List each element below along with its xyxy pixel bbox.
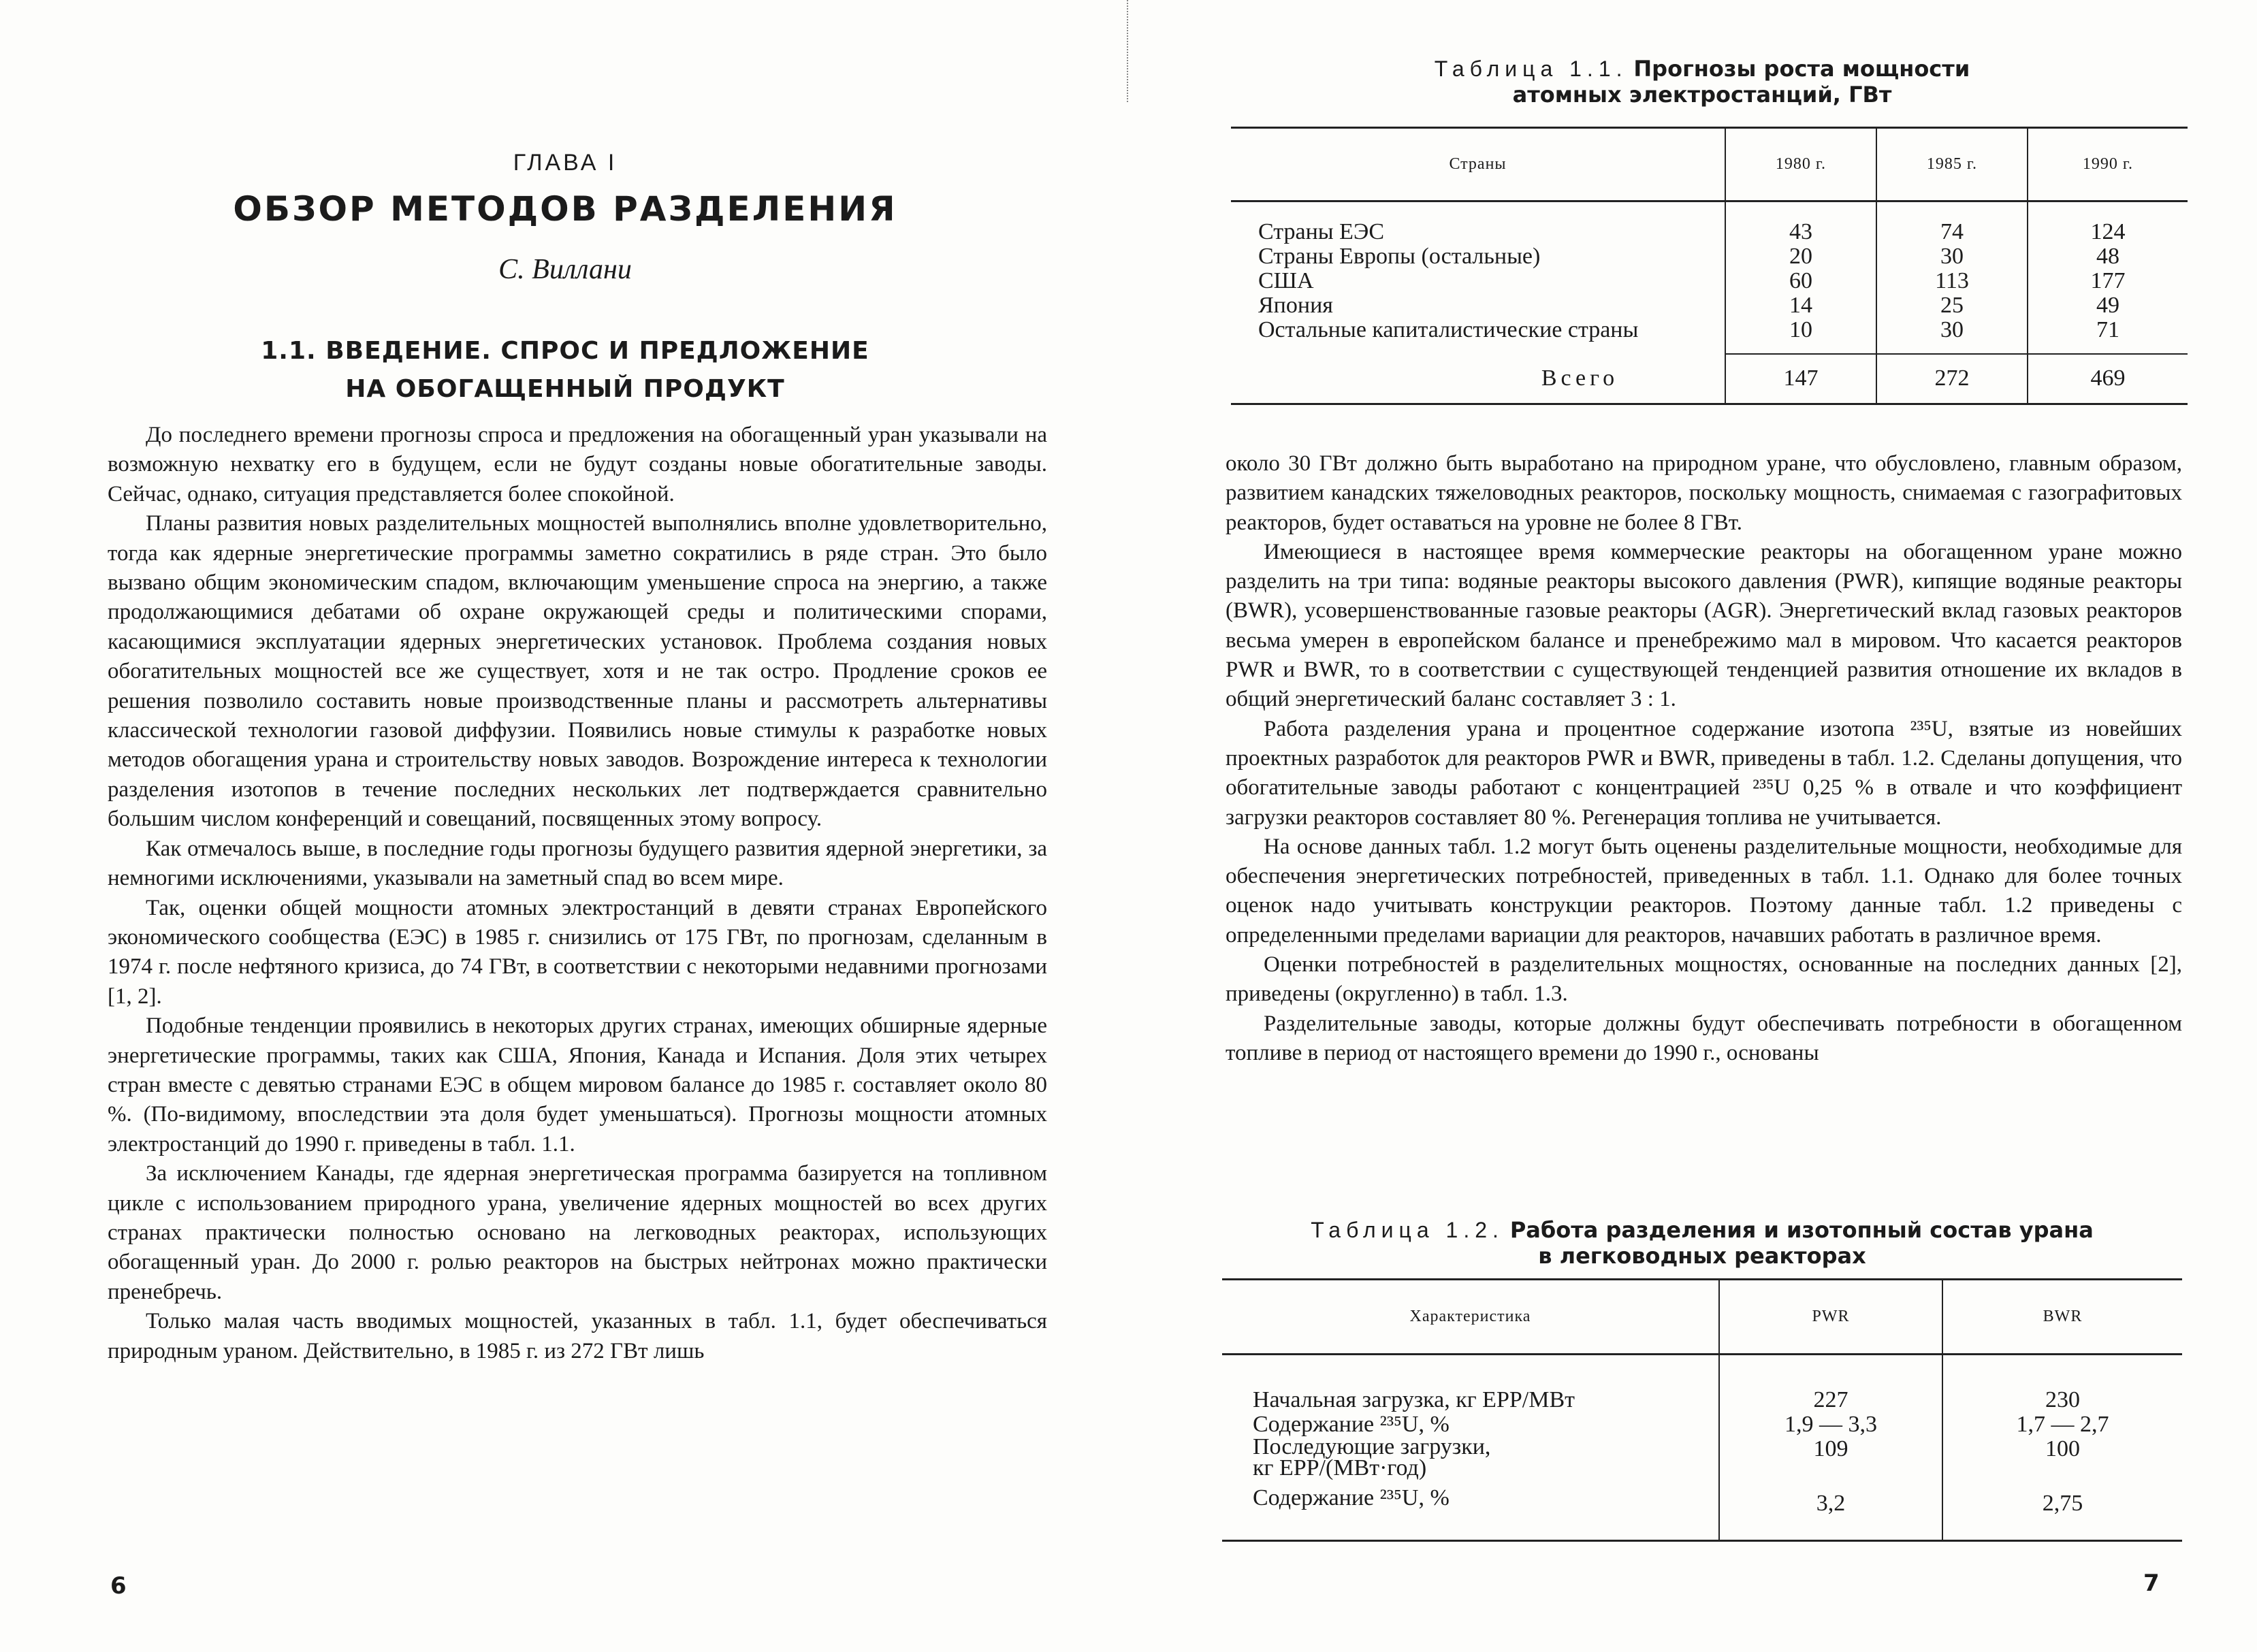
- table-row: Последующие загрузки,: [1253, 1434, 1491, 1459]
- table-row: Япония: [1258, 293, 1333, 318]
- table-1-2-number: Таблица 1.2.: [1311, 1218, 1504, 1242]
- table-cell: 1,9 — 3,3: [1784, 1412, 1877, 1437]
- paragraph: Разделительные заводы, которые должны будут обеспечивать потребности в обогащенном топливе в период от настоящего времени до 1990 г., основаны: [1226, 1011, 2182, 1065]
- left-body-text: [108, 421, 1047, 1366]
- author: С. Виллани: [498, 254, 632, 285]
- page-number-right: 7: [2143, 1570, 2160, 1597]
- table-cell: 49: [2096, 293, 2119, 318]
- table-cell: 48: [2096, 244, 2119, 269]
- right-body-text: [1226, 449, 2182, 1068]
- table-row: Содержание ²³⁵U, %: [1253, 1412, 1450, 1437]
- table-1-2-bwr-column: [1942, 1355, 2182, 1541]
- table-1-1-number: Таблица 1.1.: [1434, 56, 1628, 81]
- table-1-1: [1231, 127, 2188, 405]
- table-cell: 14: [1789, 293, 1812, 318]
- table-row: Начальная загрузка, кг ЕРР/МВт: [1253, 1387, 1575, 1412]
- paragraph: На основе данных табл. 1.2 могут быть оценены разделительные мощности, необходимые для обеспечения энергетических потребностей, приведенных в табл. 1.1. Однако для более точных оценок надо учитывать конструкции реакторов. Поэтому данные табл. 1.2 приведены с определенными пределами вариации для реакторов, начавших работать в различное время.: [1226, 834, 2182, 948]
- table-1-1-header-countries: Страны: [1231, 128, 1725, 201]
- paragraph: Имеющиеся в настоящее время коммерческие реакторы на обогащенном уране можно разделить на три типа: водяные реакторы высокого давления (PWR), кипящие водяные реакторы (BWR), усовершенствованные газовые реакторы (AGR). Энергетический вклад газовых реакторов весьма умерен в европейском балансе и пренебрежимо мал в мировом. Что касается реакторов PWR и BWR, то в соответствии с существующей тенденцией развития отношение их вкладов в общий энергетический баланс составляет 3 : 1.: [1226, 539, 2182, 712]
- table-1-2-pwr-column: [1719, 1355, 1942, 1541]
- table-cell: 10: [1789, 317, 1812, 342]
- paragraph: Подобные тенденции проявились в некоторых других странах, имеющих обширные ядерные энергетические программы, таких как США, Япония, Канада и Испания. Доля этих четырех стран вместе с девятью странами ЕЭС в общем мировом балансе до 1985 г. составляет около 80 %. (По-видимому, впоследствии эта доля будет уменьшаться). Прогнозы мощности атомных электростанций до 1990 г. приведены в табл. 1.1.: [108, 1014, 1047, 1156]
- section-title-line-2: НА ОБОГАЩЕННЫЙ ПРОДУКТ: [345, 375, 785, 403]
- table-cell: 1,7 — 2,7: [2016, 1412, 2109, 1437]
- table-cell: 113: [1935, 268, 1969, 293]
- page-number-left: 6: [110, 1572, 127, 1600]
- table-cell: 30: [1940, 317, 1964, 342]
- paragraph: около 30 ГВт должно быть выработано на природном уране, что обусловлено, главным образом, развитием канадских тяжеловодных реакторов, поскольку мощность, снимаемая с газографитовых реакторов, будет оставаться на уровне не более 8 ГВт.: [1226, 451, 2182, 535]
- chapter-label: ГЛАВА I: [513, 150, 618, 176]
- table-cell: [1720, 1461, 1942, 1485]
- right-page: [1130, 0, 2257, 1652]
- table-cell: 20: [1789, 244, 1812, 269]
- table-cell: 124: [2090, 219, 2126, 244]
- table-cell: 60: [1789, 268, 1812, 293]
- table-cell: 100: [2045, 1436, 2080, 1461]
- table-cell: 3,2: [1816, 1491, 1846, 1516]
- table-cell: 25: [1940, 293, 1964, 318]
- table-1-2-label-column: [1222, 1355, 1719, 1541]
- table-cell: 43: [1789, 219, 1812, 244]
- table-1-2-header-characteristic: Характеристика: [1222, 1280, 1719, 1355]
- chapter-title: ОБЗОР МЕТОДОВ РАЗДЕЛЕНИЯ: [233, 189, 897, 229]
- table-cell: [1943, 1461, 2182, 1485]
- paragraph: Планы развития новых разделительных мощностей выполнялись вполне удовлетворительно, тогда как ядерные энергетические программы заметно сократились в ряде стран. Это было вызвано общим экономическим спадом, включающим уменьшение спроса на энергию, а также продолжающимися дебатами об охране окружающей среды и политическими спорами, касающимися эксплуатации ядерных энергетических установок. Проблема создания новых обогатительных мощностей все же существует, хотя и не так остро. Продление сроков ее решения позволило составить новые производственные планы и рассмотреть альтернативы классической технологии газовой диффузии. Появились новые стимулы к разработке новых методов обогащения урана и строительству новых заводов. Возрождение интереса к технологии разделения изотопов в течение последних нескольких лет подтверждается сравнительно большим числом конференций и совещаний, посвященных этому вопросу.: [108, 511, 1047, 832]
- table-1-2-header-pwr: PWR: [1719, 1280, 1942, 1355]
- table-1-1-header-1985: 1985 г.: [1876, 128, 2028, 201]
- table-cell: 109: [1813, 1436, 1848, 1461]
- section-title: [0, 332, 1130, 408]
- table-1-1-1985-column: [1876, 201, 2028, 354]
- table-1-1-title-2: атомных электростанций, ГВт: [1512, 82, 1892, 108]
- table-row: Страны Европы (остальные): [1258, 244, 1541, 269]
- paragraph: Оценки потребностей в разделительных мощностях, основанные на последних данных [2], приведены (округленно) в табл. 1.3.: [1226, 952, 2182, 1007]
- table-cell: 177: [2090, 268, 2126, 293]
- table-1-1-total-1990: 469: [2028, 354, 2188, 404]
- table-1-1-header-1990: 1990 г.: [2028, 128, 2188, 201]
- table-1-1-title: Прогнозы роста мощности: [1633, 56, 1970, 82]
- table-row: кг ЕРР/(МВт·год): [1253, 1455, 1427, 1480]
- table-row: Остальные капиталистические страны: [1258, 317, 1639, 342]
- table-1-1-header-1980: 1980 г.: [1725, 128, 1876, 201]
- paragraph: Как отмечалось выше, в последние годы прогнозы будущего развития ядерной энергетики, за немногими исключениями, указывали на заметный спад во всем мире.: [108, 836, 1047, 891]
- table-cell: 74: [1940, 219, 1964, 244]
- table-1-1-1990-column: [2028, 201, 2188, 354]
- table-1-1-country-column: [1231, 201, 1725, 354]
- table-1-2: [1222, 1278, 2182, 1542]
- table-cell: 71: [2096, 317, 2119, 342]
- table-1-1-total-1980: 147: [1725, 354, 1876, 404]
- table-1-1-caption: [1226, 56, 2179, 108]
- table-1-2-title-2: в легководных реакторах: [1538, 1243, 1866, 1269]
- table-1-1-total-1985: 272: [1876, 354, 2028, 404]
- paragraph: За исключением Канады, где ядерная энергетическая программа базируется на топливном цикле с использованием природного урана, увеличение ядерных мощностей во всех других странах практически полностью основано на легководных реакторах, использующих обогащенный уран. До 2000 г. ролью реакторов на быстрых нейтронах можно практически пренебречь.: [108, 1161, 1047, 1304]
- table-cell: 2,75: [2042, 1491, 2083, 1516]
- table-1-2-caption: [1226, 1217, 2179, 1269]
- table-1-1-1980-column: [1725, 201, 1876, 354]
- paragraph: Так, оценки общей мощности атомных электростанций в девяти странах Европейского экономического сообщества (ЕЭС) в 1985 г. снизились от 175 ГВт, по прогнозам, сделанным в 1974 г. после нефтяного кризиса, до 74 ГВт, в соответствии с некоторыми недавними прогнозами [1, 2].: [108, 895, 1047, 1009]
- table-row: Содержание ²³⁵U, %: [1253, 1485, 1450, 1510]
- table-1-2-header-bwr: BWR: [1942, 1280, 2182, 1355]
- paragraph: Только малая часть вводимых мощностей, указанных в табл. 1.1, будет обеспечиваться природным ураном. Действительно, в 1985 г. из 272 ГВт лишь: [108, 1309, 1047, 1363]
- section-title-line-1: 1.1. ВВЕДЕНИЕ. СПРОС И ПРЕДЛОЖЕНИЕ: [261, 337, 869, 365]
- table-row: Страны ЕЭС: [1258, 219, 1385, 244]
- table-cell: 230: [2045, 1387, 2080, 1412]
- table-row: США: [1258, 268, 1314, 293]
- table-cell: 227: [1813, 1387, 1848, 1412]
- paragraph: Работа разделения урана и процентное содержание изотопа ²³⁵U, взятые из новейших проектных разработок для реакторов PWR и BWR, приведены в табл. 1.2. Сделаны допущения, что обогатительные заводы работают с концентрацией ²³⁵U 0,25 % в отвале и что коэффициент загрузки реакторов составляет 80 %. Регенерация топлива не учитывается.: [1226, 716, 2182, 830]
- table-1-1-total-label: Всего: [1231, 354, 1725, 404]
- paragraph: До последнего времени прогнозы спроса и предложения на обогащенный уран указывали на возможную нехватку его в будущем, если не будут созданы новые обогатительные заводы. Сейчас, однако, ситуация представляется более спокойной.: [108, 423, 1047, 506]
- table-1-2-title: Работа разделения и изотопный состав урана: [1509, 1217, 2094, 1243]
- table-cell: 30: [1940, 244, 1964, 269]
